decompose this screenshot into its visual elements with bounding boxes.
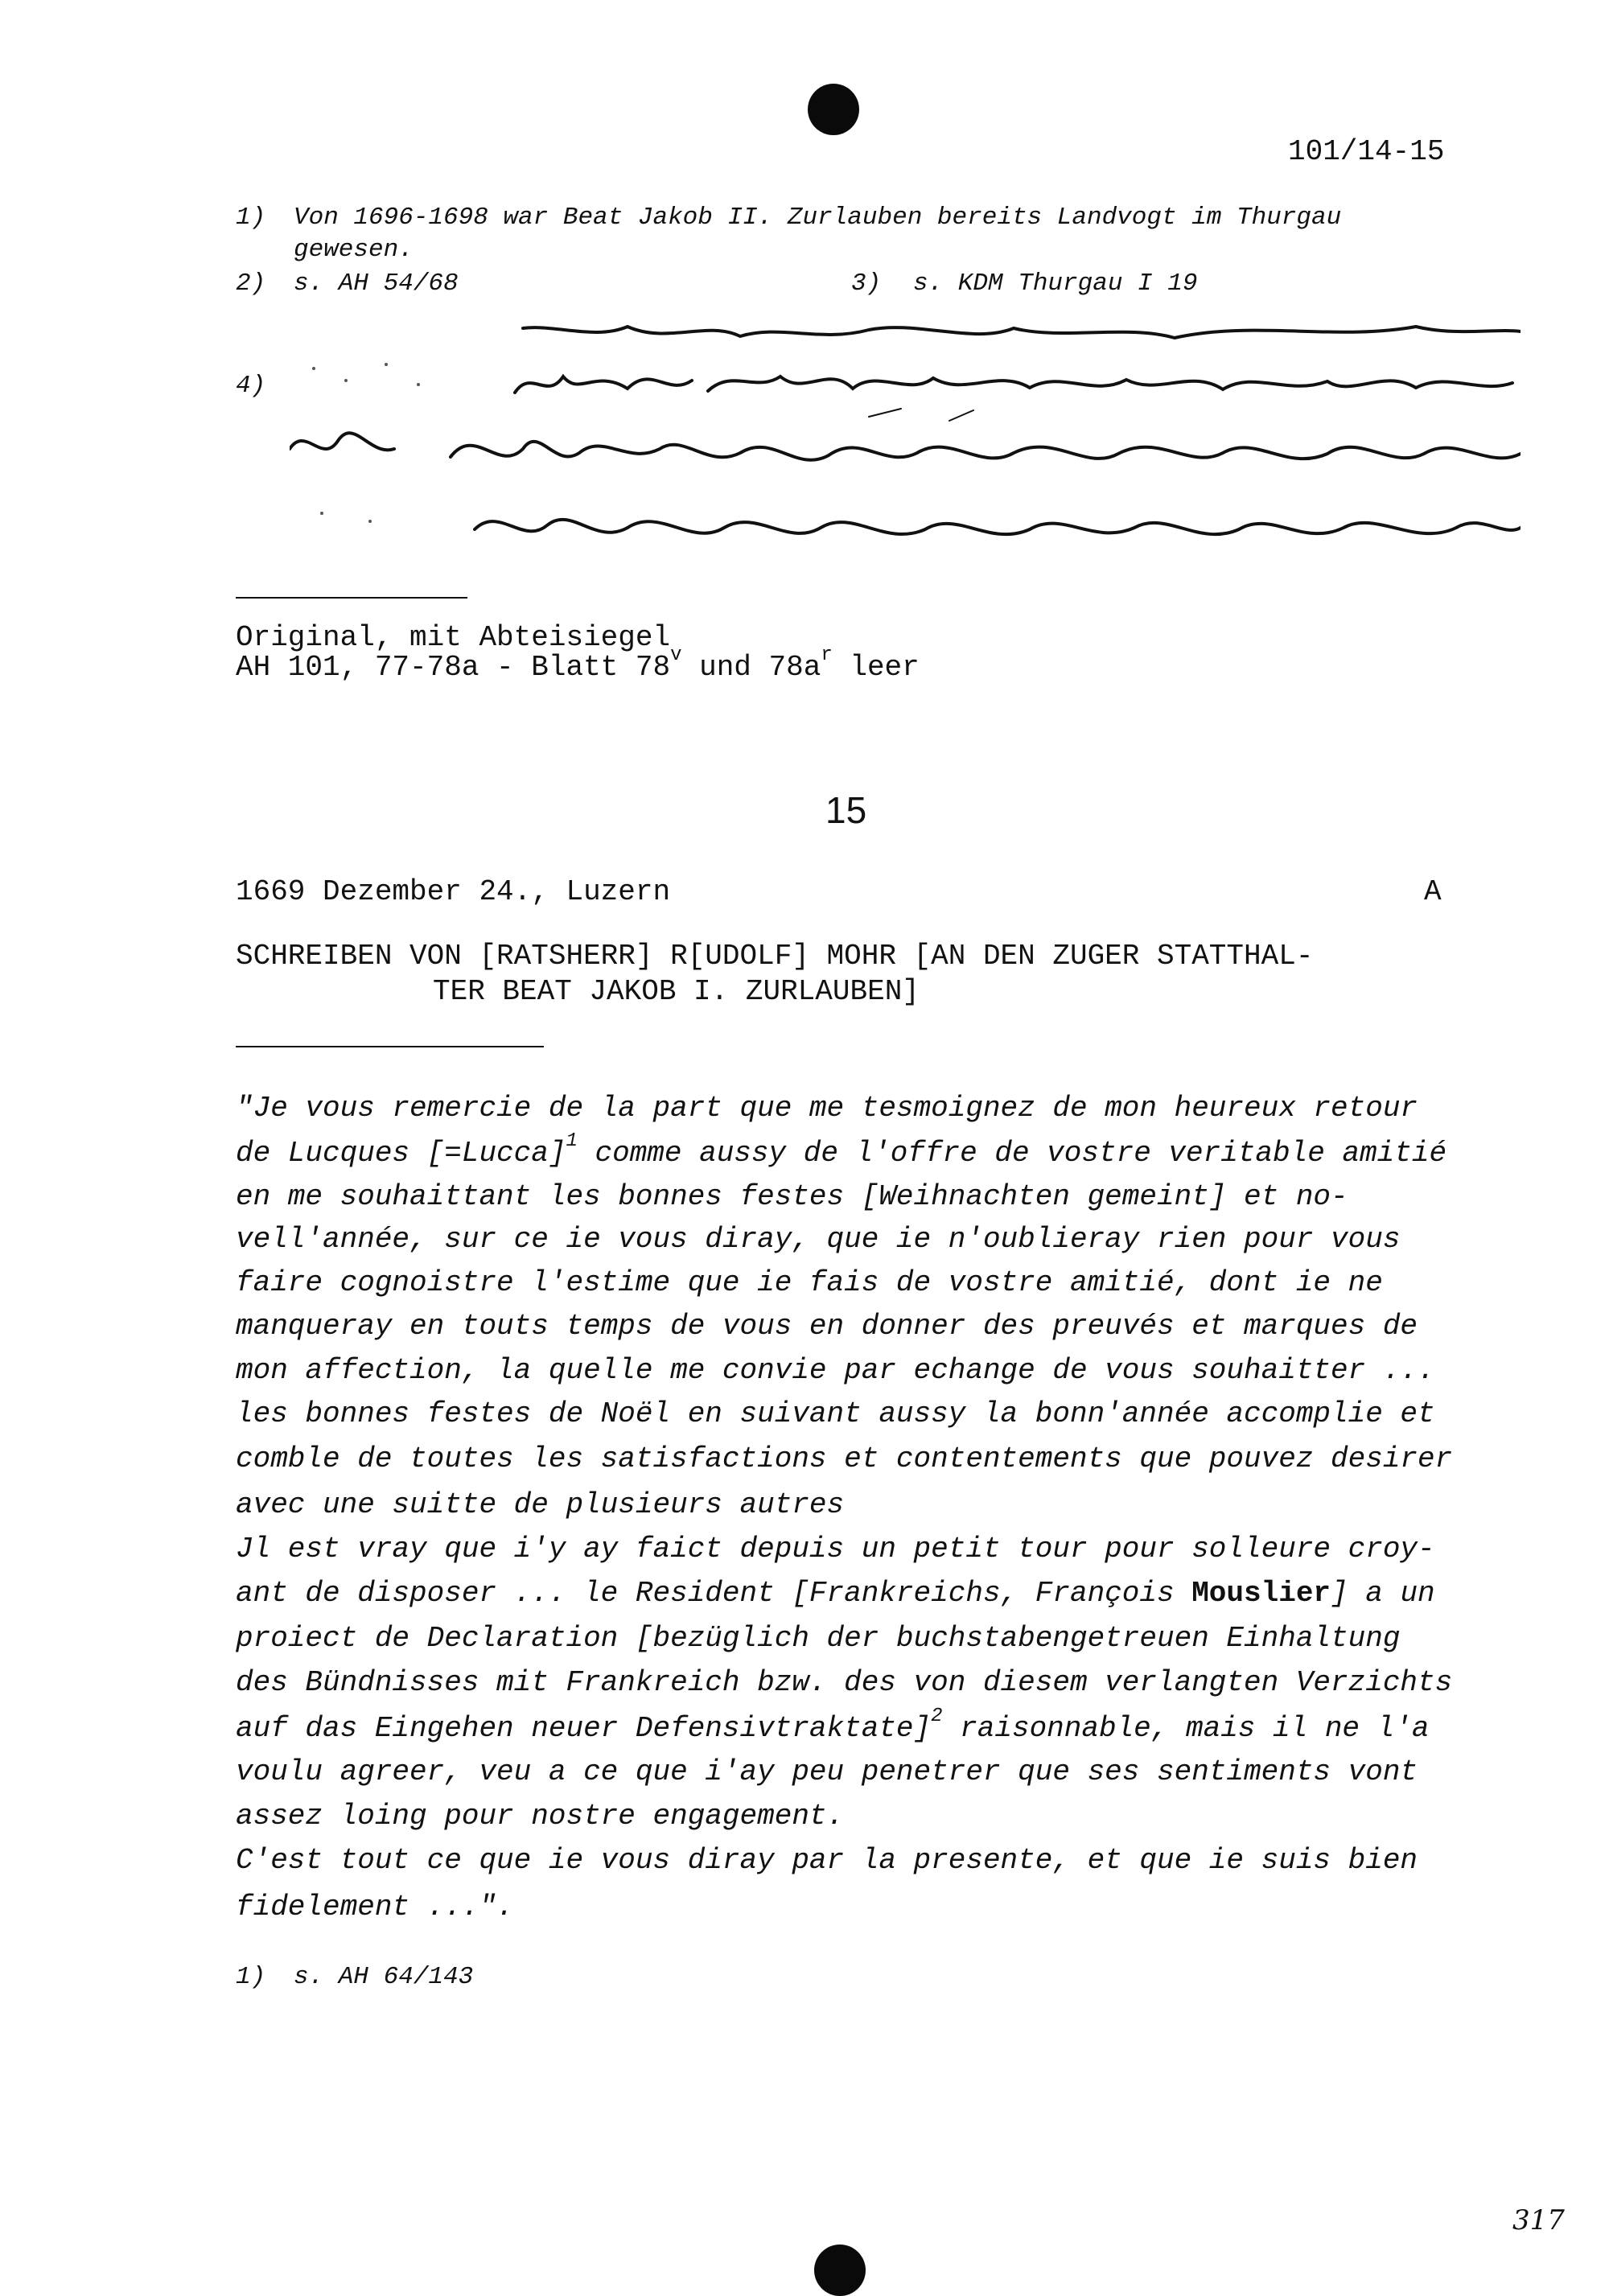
document-number: 15: [825, 789, 867, 831]
page-reference: 101/14-15: [1288, 135, 1445, 168]
footnote-1-text: Von 1696-1698 war Beat Jakob II. Zurlauben bereits Landvogt im Thurgau: [294, 204, 1342, 232]
source-line-1: Original, mit Abteisiegel: [236, 621, 671, 654]
body-line-15: [236, 1706, 1430, 1745]
handwriting-ink-specks: [312, 363, 420, 523]
footnote-4-number: 4): [236, 372, 266, 400]
footnote-2-text: s. AH 54/68: [294, 270, 459, 298]
body-line-12-part-b: ] a un: [1331, 1577, 1435, 1610]
body-line-2-part-b: comme aussy de l'offre de vostre veritable amitié: [577, 1137, 1447, 1170]
body-line-17: assez loing pour nostre engagement.: [236, 1800, 845, 1833]
date-place: 1669 Dezember 24., Luzern: [236, 875, 671, 908]
body-line-13: proiect de Declaration [bezüglich der buchstabengetreuen Einhaltung: [236, 1622, 1401, 1655]
body-line-12: [236, 1577, 1435, 1610]
heading-line-1: SCHREIBEN VON [RATSHERR] R[UDOLF] MOHR [AN DEN ZUGER STATTHAL-: [236, 940, 1314, 973]
source-line-2-part-c: leer: [832, 651, 920, 684]
letter-code: A: [1424, 875, 1442, 908]
body-line-15-part-b: raisonnable, mais il ne l'a: [942, 1712, 1430, 1745]
punch-hole-top: [808, 84, 859, 135]
body-line-9: comble de toutes les satisfactions et contentements que pouvez desirer: [236, 1442, 1453, 1475]
superscript-recto: r: [821, 644, 833, 666]
body-line-3: en me souhaittant les bonnes festes [Weihnachten gemeint] et no-: [236, 1180, 1348, 1213]
separator-rule-2: [236, 1046, 544, 1047]
footnote-3-text: s. KDM Thurgau I 19: [913, 270, 1198, 298]
footnote-ref-2: 2: [931, 1706, 943, 1727]
body-line-4: vell'année, sur ce ie vous diray, que ie n'oublieray rien pour vous: [236, 1223, 1401, 1256]
handwritten-excerpt-image: [290, 320, 1521, 578]
source-line-2-part-a: AH 101, 77-78a - Blatt 78: [236, 651, 671, 684]
body-line-5: faire cognoistre l'estime que ie fais de vostre amitié, dont ie ne: [236, 1266, 1383, 1299]
body-line-1: "Je vous remercie de la part que me tesmoignez de mon heureux retour: [236, 1092, 1418, 1125]
body-line-11: Jl est vray que i'y ay faict depuis un petit tour pour solleure croy-: [236, 1533, 1435, 1566]
heading-line-2: TER BEAT JAKOB I. ZURLAUBEN]: [433, 975, 920, 1008]
body-line-12-part-a: ant de disposer ... le Resident [Frankreichs, François: [236, 1577, 1192, 1610]
footnote-1-number: 1): [236, 204, 266, 232]
superscript-verso: v: [670, 644, 682, 666]
body-line-2: [236, 1130, 1447, 1170]
footnote-2-number: 2): [236, 270, 266, 298]
punch-hole-bottom: [814, 2245, 866, 2296]
source-line-2-part-b: und 78a: [681, 651, 821, 684]
body-line-16: voulu agreer, veu a ce que i'ay peu penetrer que ses sentiments vont: [236, 1755, 1418, 1788]
footnote-ref-1: 1: [566, 1130, 578, 1152]
body-line-7: mon affection, la quelle me convie par echange de vous souhaitter ...: [236, 1354, 1435, 1387]
separator-rule-1: [236, 597, 467, 599]
body-line-15-part-a: auf das Eingehen neuer Defensivtraktate]: [236, 1712, 932, 1745]
body-line-8: les bonnes festes de Noël en suivant aussy la bonn'année accomplie et: [236, 1397, 1435, 1430]
body-line-19: fidelement ...".: [236, 1891, 514, 1924]
name-mouslier: Mouslier: [1191, 1577, 1331, 1610]
footnote-bottom-number: 1): [236, 1963, 266, 1991]
footnote-bottom-text: s. AH 64/143: [294, 1963, 474, 1991]
body-line-2-part-a: de Lucques [=Lucca]: [236, 1137, 566, 1170]
footnote-1-continuation: gewesen.: [294, 236, 414, 264]
body-line-18: C'est tout ce que ie vous diray par la presente, et que ie suis bien: [236, 1844, 1418, 1877]
body-line-14: des Bündnisses mit Frankreich bzw. des von diesem verlangten Verzichts: [236, 1666, 1453, 1699]
footnote-3-number: 3): [851, 270, 882, 298]
body-line-10: avec une suitte de plusieurs autres: [236, 1488, 845, 1521]
source-line-2: [236, 644, 920, 684]
handwritten-page-number: 317: [1512, 2204, 1565, 2236]
body-line-6: manqueray en touts temps de vous en donner des preuvés et marques de: [236, 1310, 1418, 1343]
